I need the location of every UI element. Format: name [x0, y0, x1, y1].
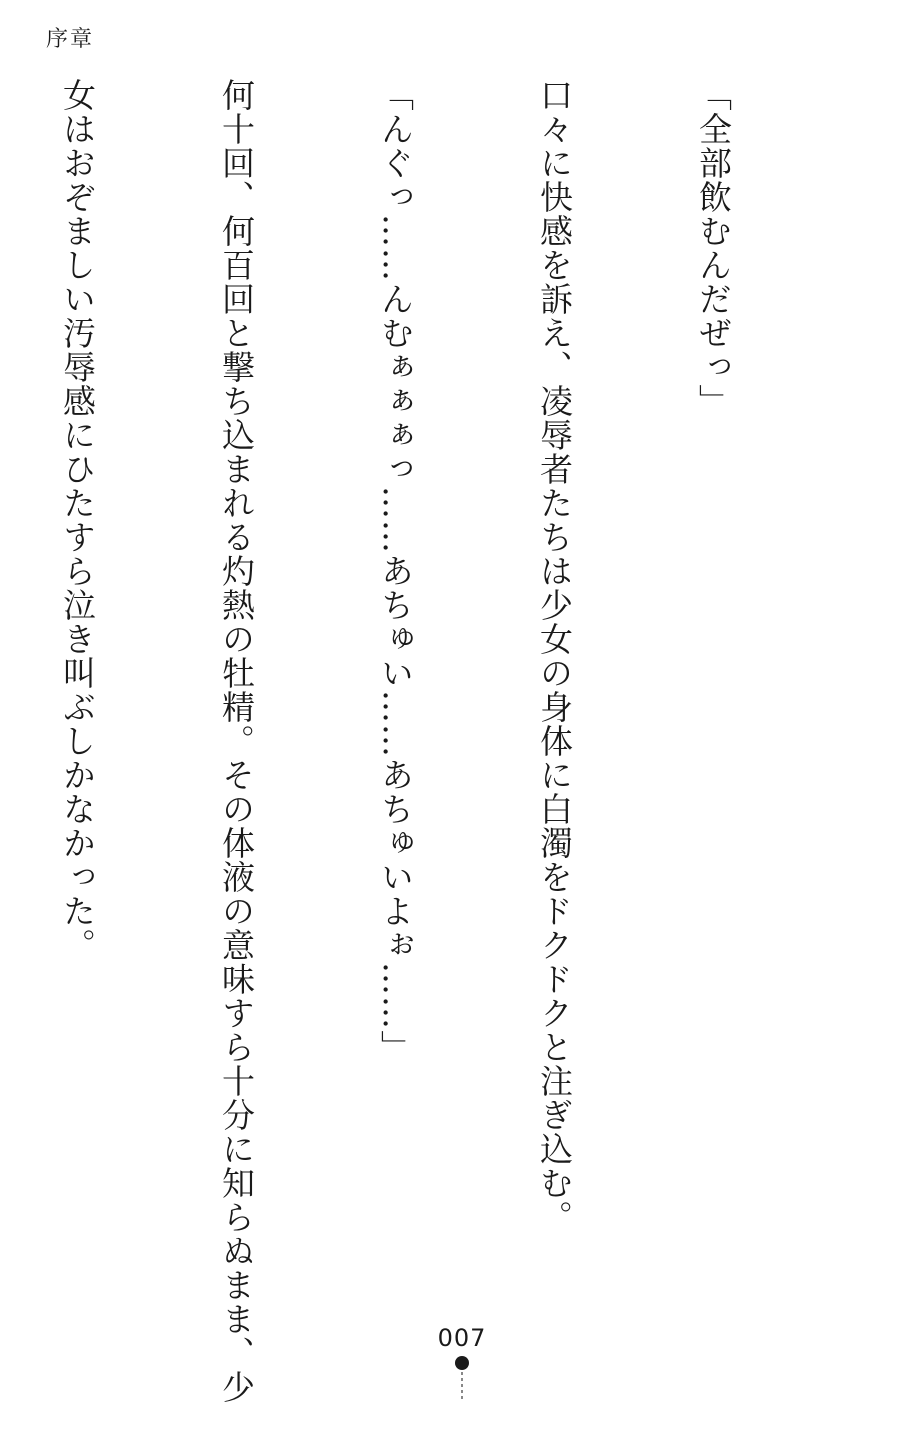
- text-line: 「んぐっ……んむぁぁぁっ……あちゅい……あちゅいよぉ……」: [376, 78, 415, 1064]
- chapter-title: 序章: [46, 27, 95, 52]
- text-line: 「全部飲むんだぜっ」: [694, 78, 733, 418]
- text-line: 何十回、何百回と撃ち込まれる灼熱の牡精。その体液の意味すら十分に知らぬまま、少: [217, 78, 256, 1404]
- text-line: 口々に快感を訴え、凌辱者たちは少女の身体に白濁をドクドクと注ぎ込む。: [535, 78, 574, 1234]
- page-marker-line: [461, 1372, 463, 1400]
- text-line: 女はおぞましい汚辱感にひたすら泣き叫ぶしかなかった。: [58, 78, 97, 962]
- page-marker-dot: [455, 1356, 469, 1370]
- page-number: 007: [437, 1324, 487, 1352]
